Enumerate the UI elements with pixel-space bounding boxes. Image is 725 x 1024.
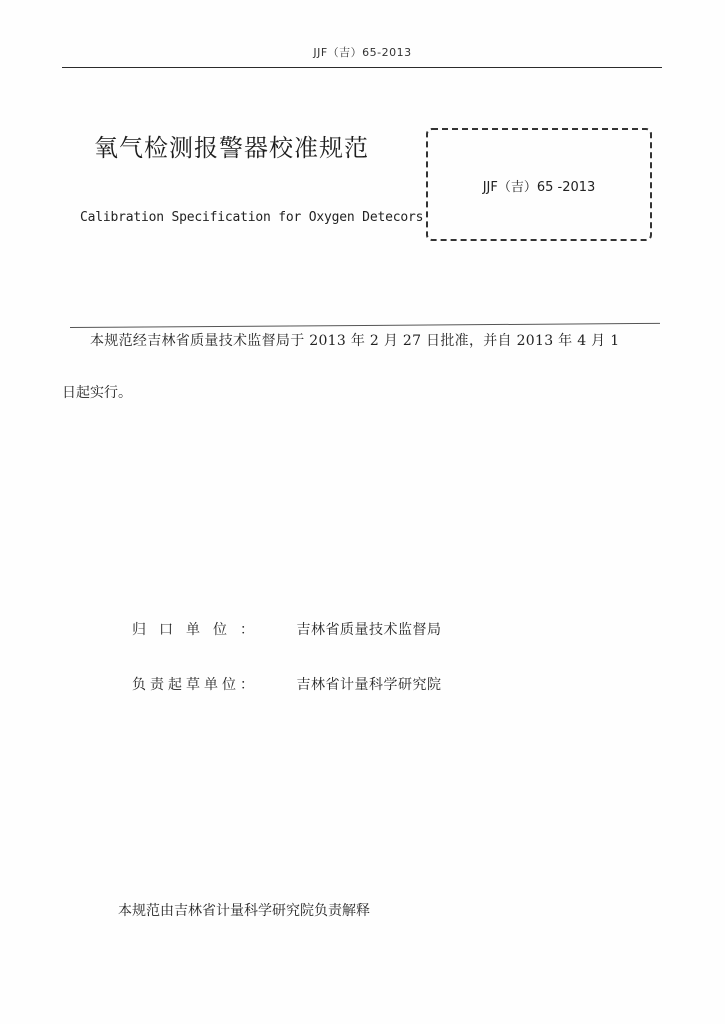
approval-line-2: 日起实行。 xyxy=(62,385,132,401)
drafting-unit-label: 负责起草单位： xyxy=(132,677,258,693)
header-rule xyxy=(62,67,662,68)
interpretation-note: 本规范由吉林省计量科学研究院负责解释 xyxy=(118,903,370,919)
title-chinese: 氧气检测报警器校准规范 xyxy=(94,134,369,162)
running-header: JJF（吉）65-2013 xyxy=(313,46,412,59)
responsible-unit-label: 归口单位： xyxy=(132,622,267,638)
standard-code-box xyxy=(426,128,652,241)
approval-line-1: 本规范经吉林省质量技术监督局于 2013 年 2 月 27 日批准，并自 2013 年 4 月 1 xyxy=(90,333,620,349)
drafting-unit-value: 吉林省计量科学研究院 xyxy=(296,677,442,693)
responsible-unit-value: 吉林省质量技术监督局 xyxy=(296,622,442,638)
standard-code: JJF（吉）65 -2013 xyxy=(482,180,596,195)
title-english: Calibration Specification for Oxygen Detecors xyxy=(80,210,424,225)
drafting-unit-row xyxy=(132,674,441,694)
section-rule xyxy=(70,323,660,328)
responsible-unit-row xyxy=(132,619,441,639)
